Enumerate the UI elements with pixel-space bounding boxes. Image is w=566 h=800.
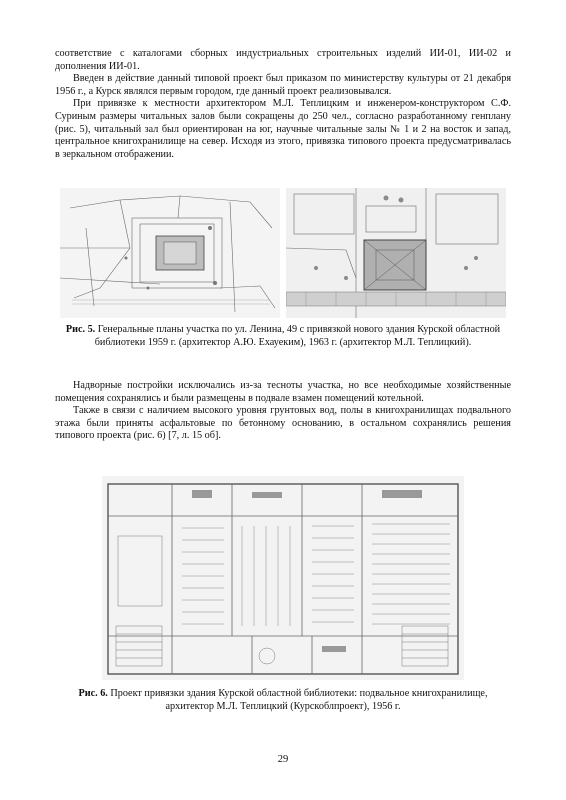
paragraph: При привязке к местности архитектором М.Л. Теплицким и инженером-конструктором С.Ф. Суриным размеры читальных залов были сокращены до 250 чел., согласно разработанному генплану (рис. 5), читальный зал был ориентирован на юг, научные читальные залы № 1 и 2 на восток и запад, центральное книгохранилище на север. Исходя из этого, привязка типового проекта предусматривалась в зеркальном отображении.	[55, 98, 511, 160]
figure-5-text: Генеральные планы участка по ул. Ленина, 49 с привязкой нового здания Курской областной библиотеки 1959 г. (архитектор А.Ю. Ехауеким), 1963 г. (архитектор М.Л. Теплицкий).	[94, 324, 501, 348]
page-number: 29	[277, 754, 289, 765]
paragraph: Надворные постройки исключались из-за тесноты участка, но все необходимые хозяйственные помещения сохранялись и были размещены в подвале взамен помещений котельной.	[55, 380, 511, 404]
paragraph: соответствие с каталогами сборных индустриальных строительных изделий ИИ-01, ИИ-02 и дополнения ИИ-01.	[55, 48, 511, 72]
figure-6-text: Проект привязки здания Курской областной библиотеки: подвальное книгохранилище, архитектор М.Л. Теплицкий (Курскоблпроект), 1956 г.	[110, 688, 488, 712]
basement-floor-plan-image	[102, 476, 464, 680]
figure-5-label: Рис. 5.	[65, 324, 96, 335]
figure-6-label: Рис. 6.	[78, 688, 108, 699]
figure-6-caption	[60, 688, 506, 713]
text-block-middle	[55, 380, 511, 443]
site-plan-1959-image	[60, 188, 280, 318]
site-plan-1963-image	[286, 188, 506, 318]
figure-5-caption	[60, 324, 506, 349]
paragraph: Также в связи с наличием высокого уровня грунтовых вод, полы в книгохранилищах подвального этажа были приняты асфальтовые по бетонному основанию, в остальном сохранялись решения типового проекта (рис. 6) [7, л. 15 об].	[55, 405, 511, 442]
text-block-top	[55, 48, 511, 161]
paragraph: Введен в действие данный типовой проект был приказом по министерству культуры от 21 декабря 1956 г., а Курск являлся первым городом, где данный проект реализовывался.	[55, 73, 511, 97]
